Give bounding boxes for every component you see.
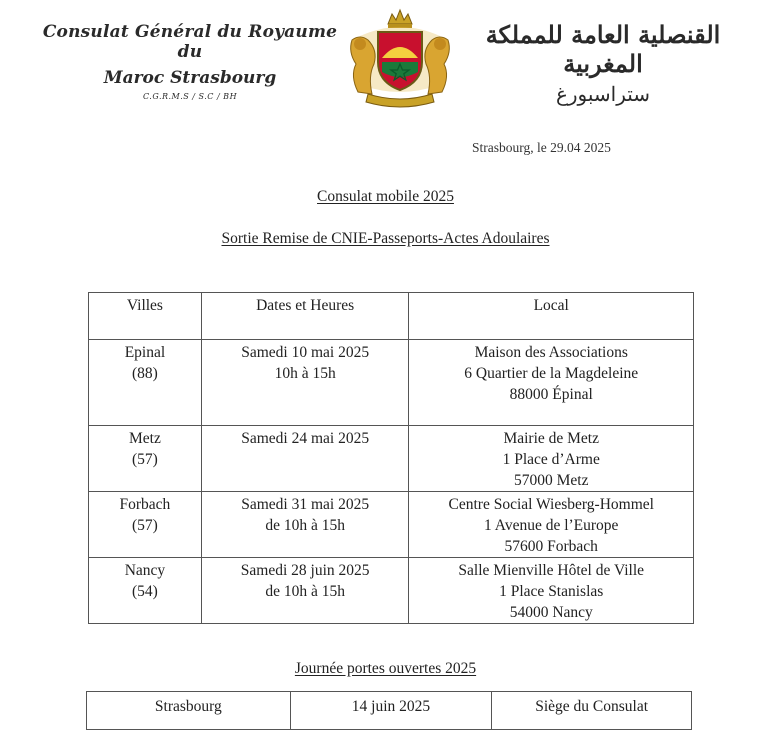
consulate-header-fr [40, 22, 340, 101]
section-title-mobile-consulate: Consulat mobile 2025 [317, 188, 454, 205]
local-cell: Centre Social Wiesberg-Hommel 1 Avenue de l’Europe 57600 Forbach [409, 492, 694, 558]
city-cell: Forbach (57) [89, 492, 202, 558]
date-cell: Samedi 31 mai 2025 de 10h à 15h [201, 492, 409, 558]
city-cell: Epinal (88) [89, 340, 202, 426]
local-cell: Mairie de Metz 1 Place d’Arme 57000 Metz [409, 426, 694, 492]
local-cell: Siège du Consulat [492, 692, 692, 730]
column-header-local: Local [409, 293, 694, 340]
open-day-table [86, 691, 692, 730]
consulate-name-ar: القنصلية العامة للمملكة المغربية [485, 20, 721, 78]
table-header-row [89, 293, 694, 340]
table-row [89, 426, 694, 492]
city-cell: Nancy (54) [89, 558, 202, 624]
city-name-ar: ستراسبورغ [555, 82, 651, 106]
date-cell: Samedi 28 juin 2025 de 10h à 15h [201, 558, 409, 624]
section-subtitle: Sortie Remise de CNIE-Passeports-Actes Adoulaires [221, 230, 550, 247]
local-cell: Salle Mienville Hôtel de Ville 1 Place Stanislas 54000 Nancy [409, 558, 694, 624]
date-cell: Samedi 24 mai 2025 [201, 426, 409, 492]
consulate-name-line2: Maroc Strasbourg [103, 68, 277, 88]
column-header-villes: Villes [89, 293, 202, 340]
table-row [89, 558, 694, 624]
section-title-open-day: Journée portes ouvertes 2025 [294, 660, 477, 677]
column-header-dates: Dates et Heures [201, 293, 409, 340]
table-row [89, 492, 694, 558]
schedule-table [88, 292, 694, 624]
consulate-header-ar [478, 20, 728, 106]
date-cell: Samedi 10 mai 2025 10h à 15h [201, 340, 409, 426]
moroccan-coat-of-arms-icon [338, 6, 462, 110]
reference-code: C.G.R.M.S / S.C / BH [142, 92, 238, 101]
table-row [89, 340, 694, 426]
document-date: Strasbourg, le 29.04 2025 [472, 140, 611, 155]
date-cell: 14 juin 2025 [290, 692, 492, 730]
table-row [87, 692, 692, 730]
local-cell: Maison des Associations 6 Quartier de la Magdeleine 88000 Épinal [409, 340, 694, 426]
consulate-name-line1: Consulat Général du Royaume du [42, 22, 338, 62]
city-cell: Strasbourg [87, 692, 291, 730]
city-cell: Metz (57) [89, 426, 202, 492]
